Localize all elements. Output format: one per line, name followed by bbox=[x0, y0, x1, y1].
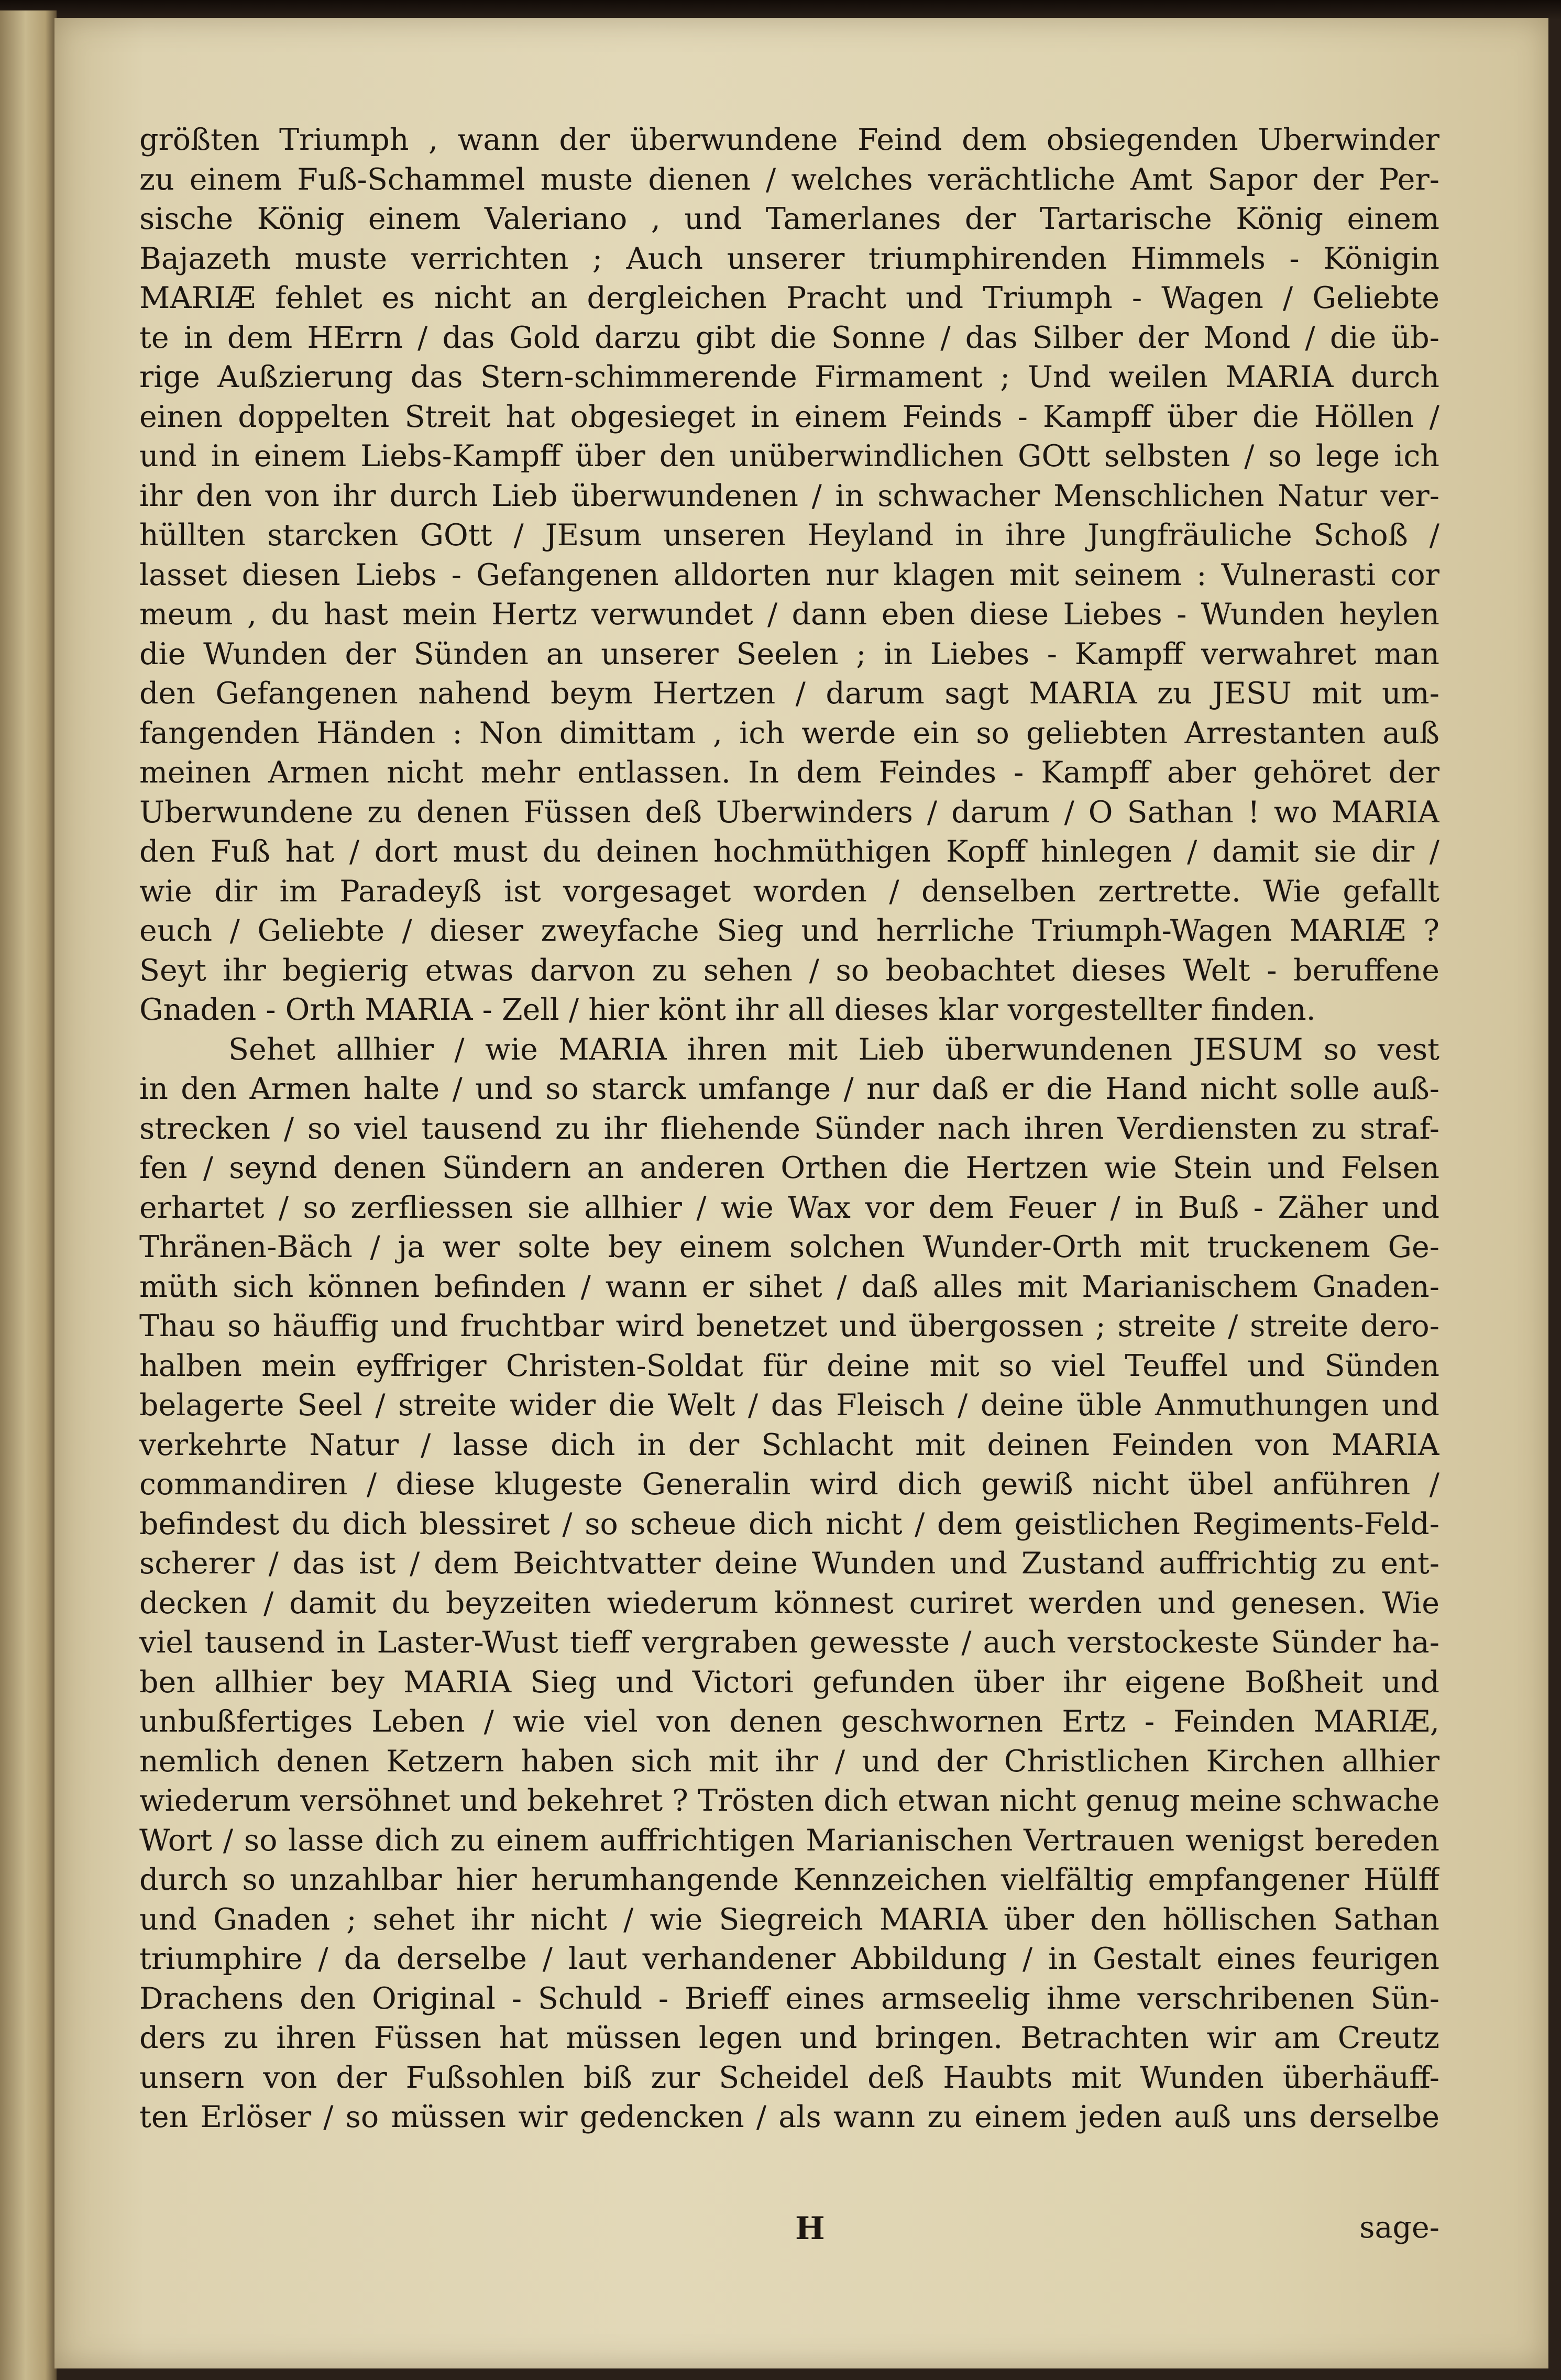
signature-mark: H bbox=[795, 2210, 825, 2247]
text-line: Thränen-Bäch / ja wer solte bey einem solchen Wunder-Orth mit truckenem Ge- bbox=[139, 1230, 1439, 1264]
text-line: Wort / so lasse dich zu einem auffrichtigen Marianischen Vertrauen wenigst bereden bbox=[139, 1823, 1439, 1858]
text-line: hüllten starcken GOtt / JEsum unseren Heyland in ihre Jungfräuliche Schoß / bbox=[139, 518, 1439, 553]
text-line: fen / seynd denen Sündern an anderen Orthen die Hertzen wie Stein und Felsen bbox=[139, 1151, 1439, 1185]
text-line: durch so unzahlbar hier herumhangende Kennzeichen vielfältig empfangener Hülff bbox=[139, 1863, 1439, 1897]
text-line: und in einem Liebs-Kampff über den unüberwindlichen GOtt selbsten / so lege ich bbox=[139, 439, 1439, 473]
text-line: und Gnaden ; sehet ihr nicht / wie Siegreich MARIA über den höllischen Sathan bbox=[139, 1902, 1439, 1937]
text-line: te in dem HErrn / das Gold darzu gibt die Sonne / das Silber der Mond / die üb- bbox=[139, 320, 1439, 355]
text-line: belagerte Seel / streite wider die Welt / das Fleisch / deine üble Anmuthungen und bbox=[139, 1388, 1439, 1423]
text-line: meinen Armen nicht mehr entlassen. In dem Feindes - Kampff aber gehöret der bbox=[139, 755, 1439, 790]
text-line: zu einem Fuß-Schammel muste dienen / welches verächtliche Amt Sapor der Per- bbox=[139, 162, 1439, 197]
text-line: viel tausend in Laster-Wust tieff vergraben gewesste / auch verstockeste Sünder ha- bbox=[139, 1625, 1439, 1660]
text-line: nemlich denen Ketzern haben sich mit ihr / und der Christlichen Kirchen allhier bbox=[139, 1744, 1439, 1779]
text-line: ten Erlöser / so müssen wir gedencken / als wann zu einem jeden auß uns derselbe bbox=[139, 2100, 1439, 2134]
text-line: rige Außzierung das Stern-schimmerende Firmament ; Und weilen MARIA durch bbox=[139, 360, 1439, 394]
text-line: unsern von der Fußsohlen biß zur Scheidel deß Haubts mit Wunden überhäuff- bbox=[139, 2060, 1439, 2095]
text-line: decken / damit du beyzeiten wiederum könnest curiret werden und genesen. Wie bbox=[139, 1585, 1439, 1621]
text-line: halben mein eyffriger Christen-Soldat für deine mit so viel Teuffel und Sünden bbox=[139, 1348, 1439, 1383]
text-line: Uberwundene zu denen Füssen deß Uberwinders / darum / O Sathan ! wo MARIA bbox=[139, 795, 1439, 830]
text-line: meum , du hast mein Hertz verwundet / dann eben diese Liebes - Wunden heylen bbox=[139, 597, 1439, 632]
text-line: den Fuß hat / dort must du deinen hochmüthigen Kopff hinlegen / damit sie dir / bbox=[139, 834, 1439, 869]
text-line: ders zu ihren Füssen hat müssen legen und bringen. Betrachten wir am Creutz bbox=[139, 2021, 1439, 2055]
text-line: commandiren / diese klugeste Generalin wird dich gewiß nicht übel anführen / bbox=[139, 1467, 1439, 1502]
text-line: befindest du dich blessiret / so scheue dich nicht / dem geistlichen Regiments-Feld- bbox=[139, 1506, 1439, 1541]
text-line: erhartet / so zerfliessen sie allhier / wie Wax vor dem Feuer / in Buß - Zäher und bbox=[139, 1190, 1439, 1225]
text-line: Thau so häuffig und fruchtbar wird benetzet und übergossen ; streite / streite dero- bbox=[139, 1309, 1439, 1343]
text-block bbox=[139, 120, 1439, 2137]
text-line: Seyt ihr begierig etwas darvon zu sehen / so beobachtet dieses Welt - beruffene bbox=[139, 953, 1439, 988]
page-footer bbox=[139, 2210, 1439, 2263]
text-line: einen doppelten Streit hat obgesieget in einem Feinds - Kampff über die Höllen / bbox=[139, 399, 1439, 434]
text-line: verkehrte Natur / lasse dich in der Schlacht mit deinen Feinden von MARIA bbox=[139, 1427, 1439, 1462]
text-line: MARIÆ fehlet es nicht an dergleichen Pracht und Triumph - Wagen / Geliebte bbox=[139, 281, 1439, 315]
text-line: wiederum versöhnet und bekehret ? Trösten dich etwan nicht genug meine schwache bbox=[139, 1783, 1439, 1818]
text-line: triumphire / da derselbe / laut verhandener Abbildung / in Gestalt eines feurigen bbox=[139, 1942, 1439, 1976]
text-line: euch / Geliebte / dieser zweyfache Sieg und herrliche Triumph-Wagen MARIÆ ? bbox=[139, 913, 1439, 948]
text-line: unbußfertiges Leben / wie viel von denen geschwornen Ertz - Feinden MARIÆ, bbox=[139, 1704, 1439, 1739]
text-line: Sehet allhier / wie MARIA ihren mit Lieb überwundenen JESUM so vest bbox=[228, 1032, 1439, 1067]
facing-page-edge bbox=[0, 10, 57, 2380]
text-line: lasset diesen Liebs - Gefangenen alldorten nur klagen mit seinem : Vulnerasti cor bbox=[139, 557, 1439, 592]
catchword: sage- bbox=[1359, 2210, 1439, 2245]
text-line: scherer / das ist / dem Beichtvatter deine Wunden und Zustand auffrichtig zu ent- bbox=[139, 1546, 1439, 1581]
text-line: Drachens den Original - Schuld - Brieff eines armseelig ihme verschribenen Sün- bbox=[139, 1981, 1439, 2016]
text-line: größten Triumph , wann der überwundene Feind dem obsiegenden Uberwinder bbox=[139, 123, 1439, 157]
text-line: in den Armen halte / und so starck umfange / nur daß er die Hand nicht solle auß- bbox=[139, 1072, 1439, 1106]
text-line: Gnaden - Orth MARIA - Zell / hier könt ihr all dieses klar vorgestellter finden. bbox=[139, 993, 1316, 1027]
text-line: die Wunden der Sünden an unserer Seelen ; in Liebes - Kampff verwahret man bbox=[139, 636, 1439, 671]
text-line: wie dir im Paradeyß ist vorgesaget worden / denselben zertrette. Wie gefallt bbox=[139, 874, 1439, 909]
book-page bbox=[54, 18, 1548, 2368]
text-line: ben allhier bey MARIA Sieg und Victori gefunden über ihr eigene Boßheit und bbox=[139, 1665, 1439, 1700]
top-edge-shadow bbox=[0, 0, 1561, 20]
text-line: sische König einem Valeriano , und Tamerlanes der Tartarische König einem bbox=[139, 202, 1439, 236]
text-line: fangenden Händen : Non dimittam , ich werde ein so geliebten Arrestanten auß bbox=[139, 715, 1439, 751]
text-line: den Gefangenen nahend beym Hertzen / darum sagt MARIA zu JESU mit um- bbox=[139, 676, 1439, 711]
text-line: strecken / so viel tausend zu ihr fliehende Sünder nach ihren Verdiensten zu straf- bbox=[139, 1111, 1439, 1146]
text-line: müth sich können befinden / wann er sihet / daß alles mit Marianischem Gnaden- bbox=[139, 1269, 1439, 1304]
text-line: ihr den von ihr durch Lieb überwundenen / in schwacher Menschlichen Natur ver- bbox=[139, 478, 1439, 513]
text-line: Bajazeth muste verrichten ; Auch unserer triumphirenden Himmels - Königin bbox=[139, 241, 1439, 276]
